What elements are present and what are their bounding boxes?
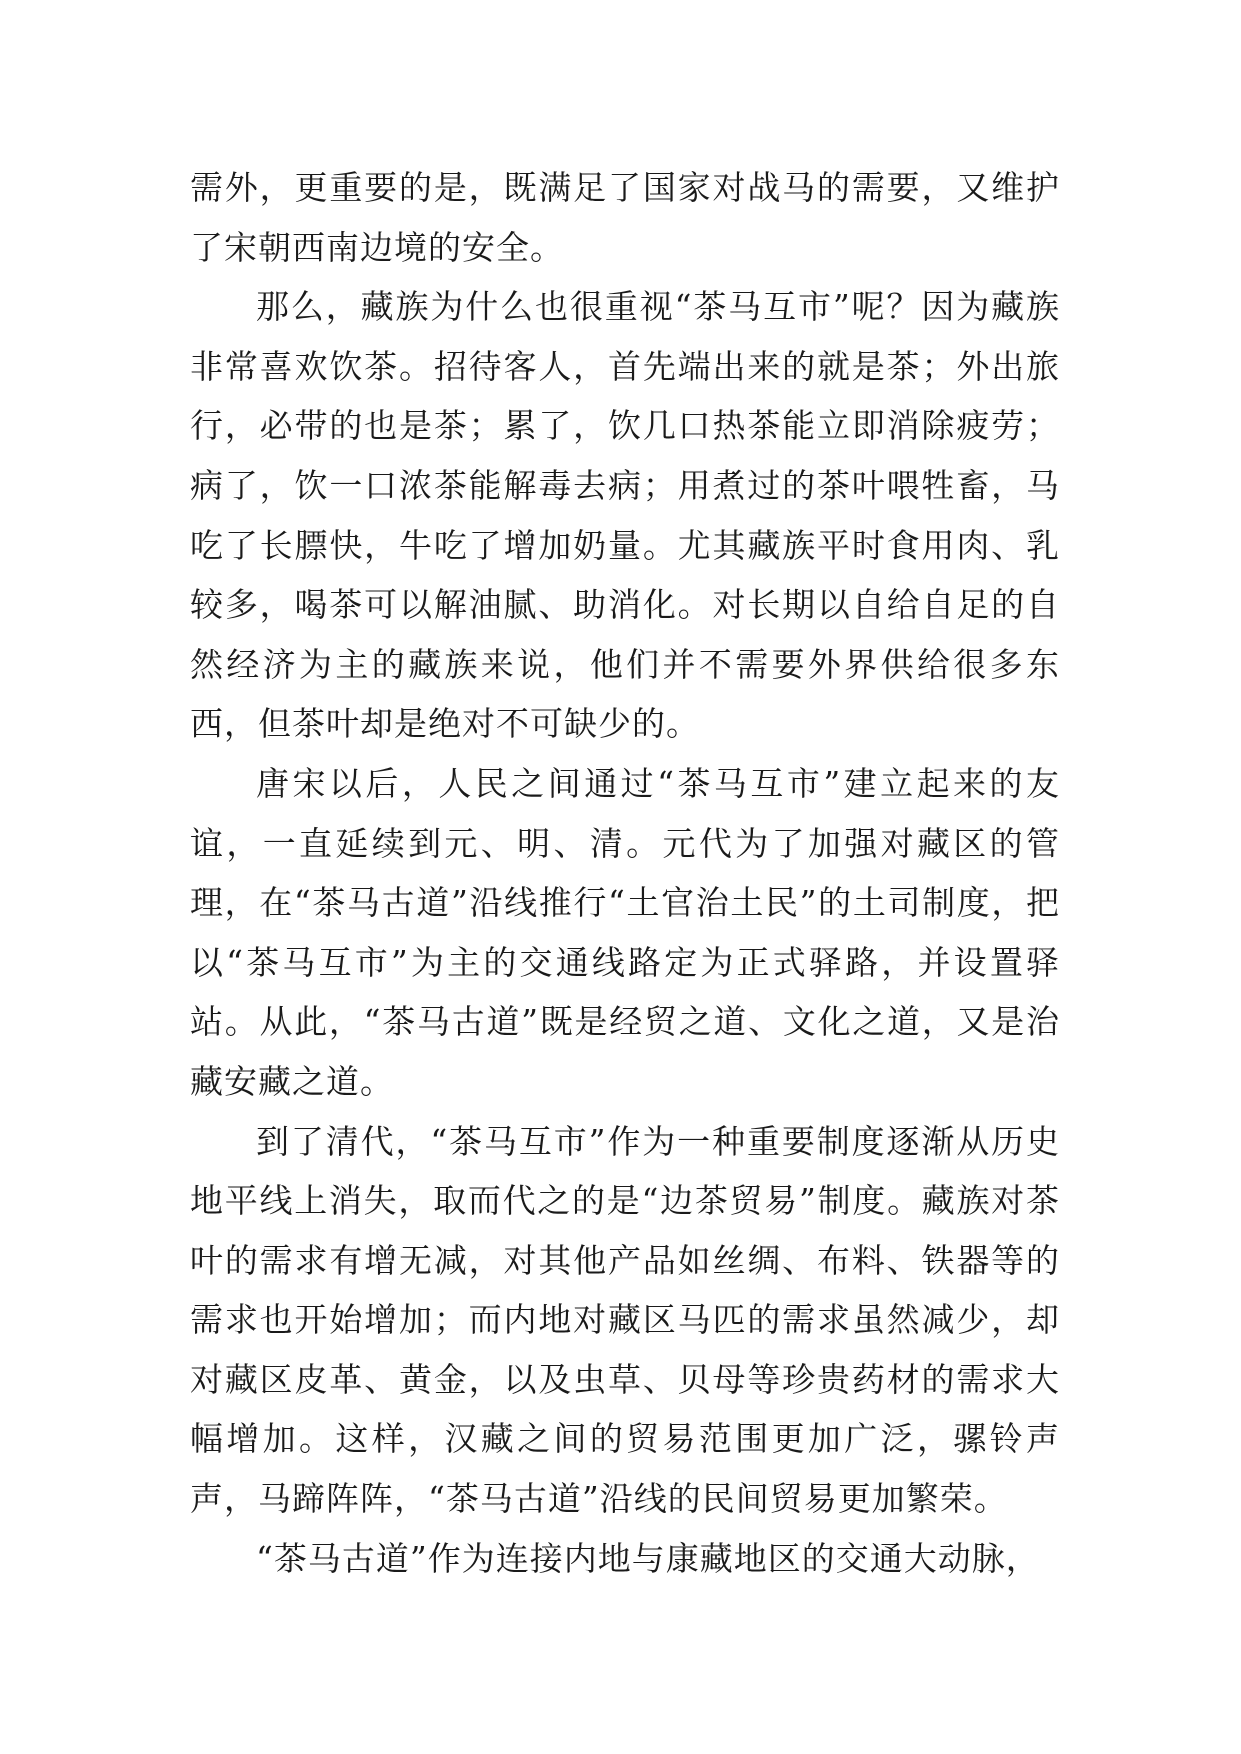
paragraph-5: “茶马古道”作为连接内地与康藏地区的交通大动脉， bbox=[256, 1538, 1040, 1578]
paragraph-3: 唐宋以后，人民之间通过“茶马互市”建立起来的友谊，一直延续到元、明、清。元代为了加强对藏区的管理，在“茶马古道”沿线推行“土官治土民”的土司制度，把以“茶马互市”为主的交通线路定为正式驿路，并设置驿站。从此，“茶马古道”既是经贸之道、文化之道，又是治藏安藏之道。 bbox=[190, 763, 1060, 1101]
paragraph-1: 需外，更重要的是，既满足了国家对战马的需要，又维护了宋朝西南边境的安全。 bbox=[190, 168, 1060, 267]
document-body bbox=[190, 158, 1060, 1588]
paragraph-2: 那么，藏族为什么也很重视“茶马互市”呢？因为藏族非常喜欢饮茶。招待客人，首先端出来的就是茶；外出旅行，必带的也是茶；累了，饮几口热茶能立即消除疲劳；病了，饮一口浓茶能解毒去病；用煮过的茶叶喂牲畜，马吃了长膘快，牛吃了增加奶量。尤其藏族平时食用肉、乳较多，喝茶可以解油腻、助消化。对长期以自给自足的自然经济为主的藏族来说，他们并不需要外界供给很多东西，但茶叶却是绝对不可缺少的。 bbox=[190, 287, 1060, 744]
paragraph-4: 到了清代，“茶马互市”作为一种重要制度逐渐从历史地平线上消失，取而代之的是“边茶贸易”制度。藏族对茶叶的需求有增无减，对其他产品如丝绸、布料、铁器等的需求也开始增加；而内地对藏区马匹的需求虽然减少，却对藏区皮革、黄金，以及虫草、贝母等珍贵药材的需求大幅增加。这样，汉藏之间的贸易范围更加广泛，骡铃声声，马蹄阵阵，“茶马古道”沿线的民间贸易更加繁荣。 bbox=[190, 1121, 1060, 1519]
